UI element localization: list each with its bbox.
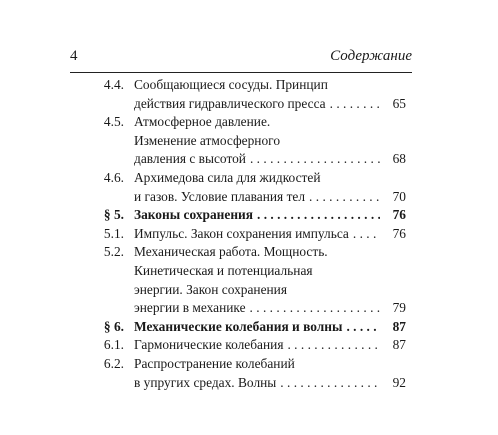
entry-title-text: давления с высотой: [134, 151, 246, 167]
entry-body: [134, 355, 412, 392]
entry-line: [134, 262, 412, 281]
entry-title-text: Импульс. Закон сохранения импульса: [134, 225, 349, 241]
entry-title-text: Гармонические колебания: [134, 337, 284, 353]
entry-line: [134, 355, 412, 374]
toc-section: [70, 206, 412, 225]
dot-leader: [330, 95, 380, 114]
entry-title-text: Сообщающиеся сосуды. Принцип: [134, 77, 328, 92]
entry-page-number: 79: [392, 300, 406, 316]
entry-body: [134, 318, 412, 337]
entry-number: 5.2.: [103, 244, 124, 260]
dot-leader: [287, 336, 380, 355]
entry-line: [134, 299, 412, 318]
entry-line: [134, 374, 412, 393]
entry-body: [134, 336, 412, 355]
entry-title-text: энергии. Закон сохранения: [134, 281, 287, 297]
entry-title-text: Изменение атмосферного: [134, 132, 281, 148]
entry-page-number: 76: [392, 225, 406, 241]
dot-leader: [309, 188, 380, 207]
toc-section: [70, 318, 412, 337]
entry-body: [134, 225, 412, 244]
dot-leader: [280, 374, 380, 393]
toc-entry: [70, 243, 412, 317]
entry-line: [134, 225, 412, 244]
entry-line: [134, 76, 412, 95]
entry-title-text: Архимедова сила для жидкостей: [134, 169, 321, 185]
entry-title-text: и газов. Условие плавания тел: [134, 188, 306, 204]
entry-line: [134, 188, 412, 207]
entry-body: [134, 113, 412, 169]
running-head: [70, 48, 412, 70]
entry-line: [134, 113, 412, 132]
entry-page-number: 65: [392, 95, 406, 111]
entry-page-number: 76: [392, 207, 406, 223]
entry-page-number: 87: [392, 337, 406, 353]
entry-line: [134, 206, 412, 225]
entry-line: [134, 95, 412, 114]
toc-entry: [70, 169, 412, 206]
toc-entry: [70, 225, 412, 244]
entry-page-number: 68: [392, 151, 406, 167]
entry-body: [134, 206, 412, 225]
dot-leader: [250, 150, 380, 169]
entry-number: 4.4.: [103, 77, 124, 92]
entry-page-number: 70: [392, 188, 406, 204]
entry-line: [134, 132, 412, 151]
toc-entry: [70, 336, 412, 355]
entry-number: 6.1.: [103, 337, 124, 353]
header-rule: [70, 72, 412, 73]
dot-leader: [346, 318, 380, 337]
entry-line: [134, 150, 412, 169]
entry-body: [134, 169, 412, 206]
entry-page-number: 87: [392, 318, 406, 334]
entry-title-text: Законы сохранения: [134, 207, 253, 223]
entry-line: [134, 336, 412, 355]
entry-number: 5.1.: [103, 225, 124, 241]
toc-entry: [70, 76, 412, 113]
entry-line: [134, 169, 412, 188]
entry-number: 6.2.: [103, 355, 124, 371]
page-number: 4: [70, 48, 78, 64]
dot-leader: [257, 206, 380, 225]
entry-title-text: Кинетическая и потенциальная: [134, 262, 313, 278]
entry-line: [134, 318, 412, 337]
entry-title-text: энергии в механике: [134, 300, 246, 316]
table-of-contents: [70, 76, 412, 392]
toc-entry: [70, 355, 412, 392]
entry-line: [134, 281, 412, 300]
entry-number: 4.6.: [103, 169, 124, 185]
entry-number: § 5.: [103, 207, 124, 223]
entry-title-text: в упругих средах. Волны: [134, 374, 277, 390]
entry-title-text: Атмосферное давление.: [134, 114, 271, 130]
entry-body: [134, 76, 412, 113]
entry-body: [134, 243, 412, 317]
entry-title-text: Механическая работа. Мощность.: [134, 244, 328, 260]
entry-line: [134, 243, 412, 262]
dot-leader: [353, 225, 380, 244]
entry-title-text: Распространение колебаний: [134, 355, 295, 371]
toc-entry: [70, 113, 412, 169]
running-title: Содержание: [330, 48, 412, 64]
entry-number: § 6.: [103, 318, 124, 334]
entry-title-text: действия гидравлического пресса: [134, 95, 326, 111]
entry-title-text: Механические колебания и волны: [134, 318, 343, 334]
entry-page-number: 92: [392, 374, 406, 390]
dot-leader: [250, 299, 380, 318]
entry-number: 4.5.: [103, 114, 124, 130]
